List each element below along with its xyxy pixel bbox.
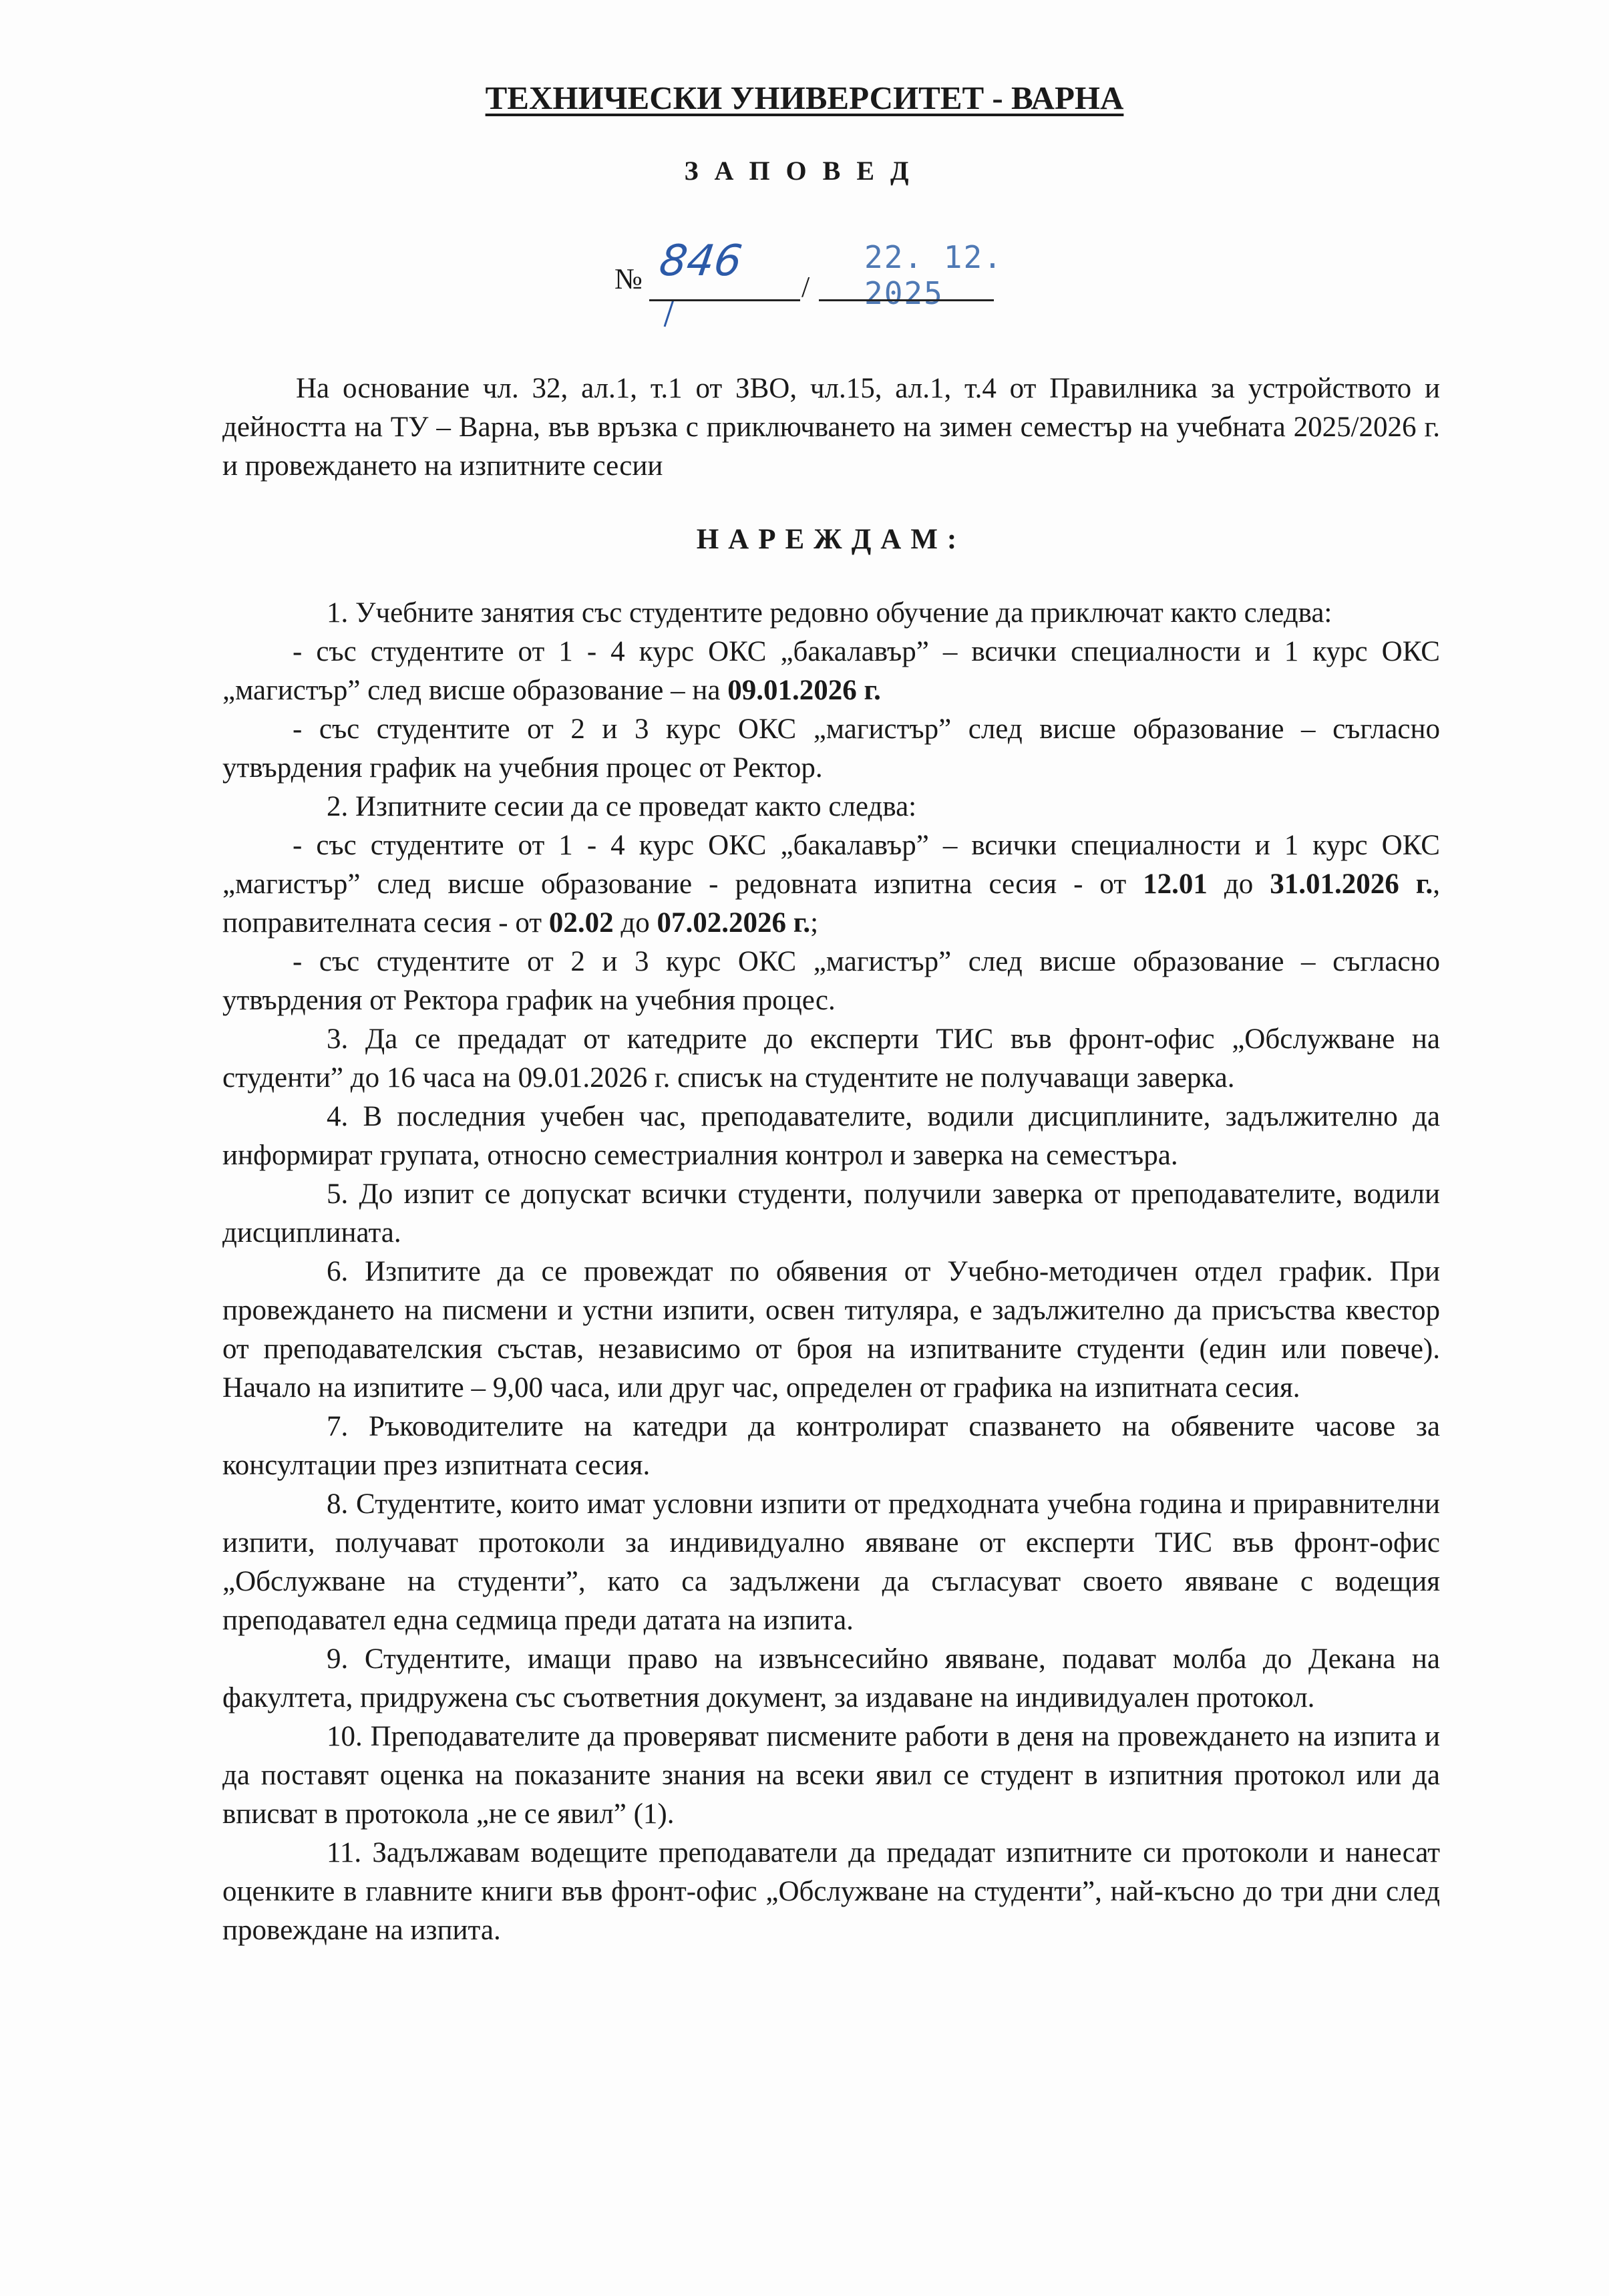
list-item [222, 1485, 1440, 1640]
item-text: В последния учебен час, преподавателите, водили дисциплините, задължително да информират групата, относно семестриалния контрол и заверка на семестъра. [222, 1101, 1441, 1171]
item-number: 2. [327, 791, 349, 822]
item-number: 9. [327, 1643, 349, 1675]
date-stamp: 22. 12. 2025 [864, 239, 1003, 311]
number-underline [649, 299, 800, 301]
number-sign: № [614, 263, 643, 295]
subitem-text: до [613, 907, 657, 939]
subitem-text: до [1207, 868, 1270, 900]
item-text: Студентите, имащи право на извънсесийно явяване, подават молба до Декана на факултета, придружена със съответния документ, за издаване на индивидуален протокол. [222, 1643, 1441, 1713]
date-bold: 07.02.2026 г. [657, 907, 811, 939]
item-text: Ръководителите на катедри да контролират спазването на обявените часове за консултации през изпитната сесия. [222, 1411, 1441, 1481]
order-body [222, 369, 1440, 1950]
pen-stroke [664, 300, 675, 327]
university-title: ТЕХНИЧЕСКИ УНИВЕРСИТЕТ - ВАРНА [485, 79, 1124, 116]
list-item [222, 1640, 1440, 1717]
list-subitem: - със студентите от 2 и 3 курс ОКС „магистър” след висше образование – съгласно утвърдения график на учебния процес от Ректор. [222, 713, 1440, 784]
list-item [222, 1408, 1440, 1485]
item-number: 8. [327, 1488, 349, 1520]
list-subitem [222, 633, 1440, 710]
list-subitem [222, 826, 1440, 943]
item-number: 7. [327, 1411, 349, 1442]
handwritten-order-number: 846 [656, 236, 745, 286]
list-item [222, 1098, 1440, 1175]
subitem-text: - със студентите от 1 - 4 курс ОКС „бакалавър” – всички специалности и 1 курс ОКС „магистър” след висше образование – на [222, 636, 1440, 706]
list-item [222, 1834, 1440, 1950]
item-text: Изпитите да се провеждат по обявения от Учебно-методичен отдел график. При провеждането на писмени и устни изпити, освен титуляра, е задължително да присъства квестор от преподавателския състав, независимо от броя на изпитваните студенти (един или повече). Начало на изпитите – 9,00 часа, или друг час, определен от графика на изпитната сесия. [222, 1256, 1440, 1404]
item-number: 3. [327, 1023, 349, 1055]
order-number-line [608, 236, 1075, 314]
item-text: Изпитните сесии да се проведат както следва: [355, 791, 917, 822]
date-bold: 09.01.2026 г. [727, 675, 881, 706]
item-number: 1. [327, 597, 349, 629]
item-number: 10. [327, 1721, 363, 1752]
item-text: Задължавам водещите преподаватели да предадат изпитните си протоколи и нанесат оценките в главните книги във фронт-офис „Обслужване на студенти”, най-късно до три дни след провеждане на изпита. [222, 1837, 1440, 1946]
date-bold: 12.01 [1143, 868, 1208, 900]
document-type-title: ЗАПОВЕД [684, 156, 925, 186]
decree-heading: НАРЕЖДАМ: [696, 524, 966, 555]
subitem-text: - със студентите от 1 - 4 курс ОКС „бакалавър” – всички специалности и 1 курс ОКС „магистър” след висше образование - редовната изпитна сесия - от [222, 830, 1440, 900]
date-bold: 02.02 [548, 907, 614, 939]
date-underline [819, 299, 994, 301]
subitem-text: ; [810, 907, 819, 939]
item-text: Учебните занятия със студентите редовно обучение да приключат както следва: [355, 597, 1332, 629]
item-number: 5. [327, 1178, 349, 1210]
item-number: 6. [327, 1256, 349, 1287]
item-number: 11. [327, 1837, 362, 1868]
item-text: Студентите, които имат условни изпити от предходната учебна година и приравнителни изпити, получават протоколи за индивидуално явяване от експерти ТИС във фронт-офис „Обслужване на студенти”, като са задължени да съгласуват своето явяване с водещия преподавател една седмица преди датата на изпита. [222, 1488, 1440, 1636]
item-text: До изпит се допускат всички студенти, получили заверка от преподавателите, водили дисциплината. [222, 1178, 1440, 1249]
number-date-separator: / [801, 271, 810, 303]
list-item [222, 594, 1440, 633]
list-item [222, 1020, 1440, 1098]
list-item [222, 1253, 1440, 1408]
item-text: Да се предадат от катедрите до експерти ТИС във фронт-офис „Обслужване на студенти” до 16 часа на 09.01.2026 г. списък на студентите не получаващи заверка. [222, 1023, 1440, 1094]
intro-paragraph: На основание чл. 32, ал.1, т.1 от ЗВО, чл.15, ал.1, т.4 от Правилника за устройството и дейността на ТУ – Варна, във връзка с приключването на зимен семестър на учебната 2025/2026 г. и провеждането на изпитните сесии [222, 373, 1440, 482]
list-item [222, 1717, 1440, 1834]
subitem-text: , поправителната сесия - от [222, 868, 1440, 939]
list-subitem: - със студентите от 2 и 3 курс ОКС „магистър” след висше образование – съгласно утвърдения от Ректора график на учебния процес. [222, 946, 1440, 1016]
item-text: Преподавателите да проверяват писмените работи в деня на провеждането на изпита и да поставят оценка на показаните знания на всеки явил се студент в изпитния протокол или да вписват в протокола „не се явил” (1). [222, 1721, 1440, 1830]
item-number: 4. [327, 1101, 349, 1132]
list-item [222, 1175, 1440, 1253]
list-item [222, 788, 1440, 826]
date-bold: 31.01.2026 г. [1270, 868, 1433, 900]
